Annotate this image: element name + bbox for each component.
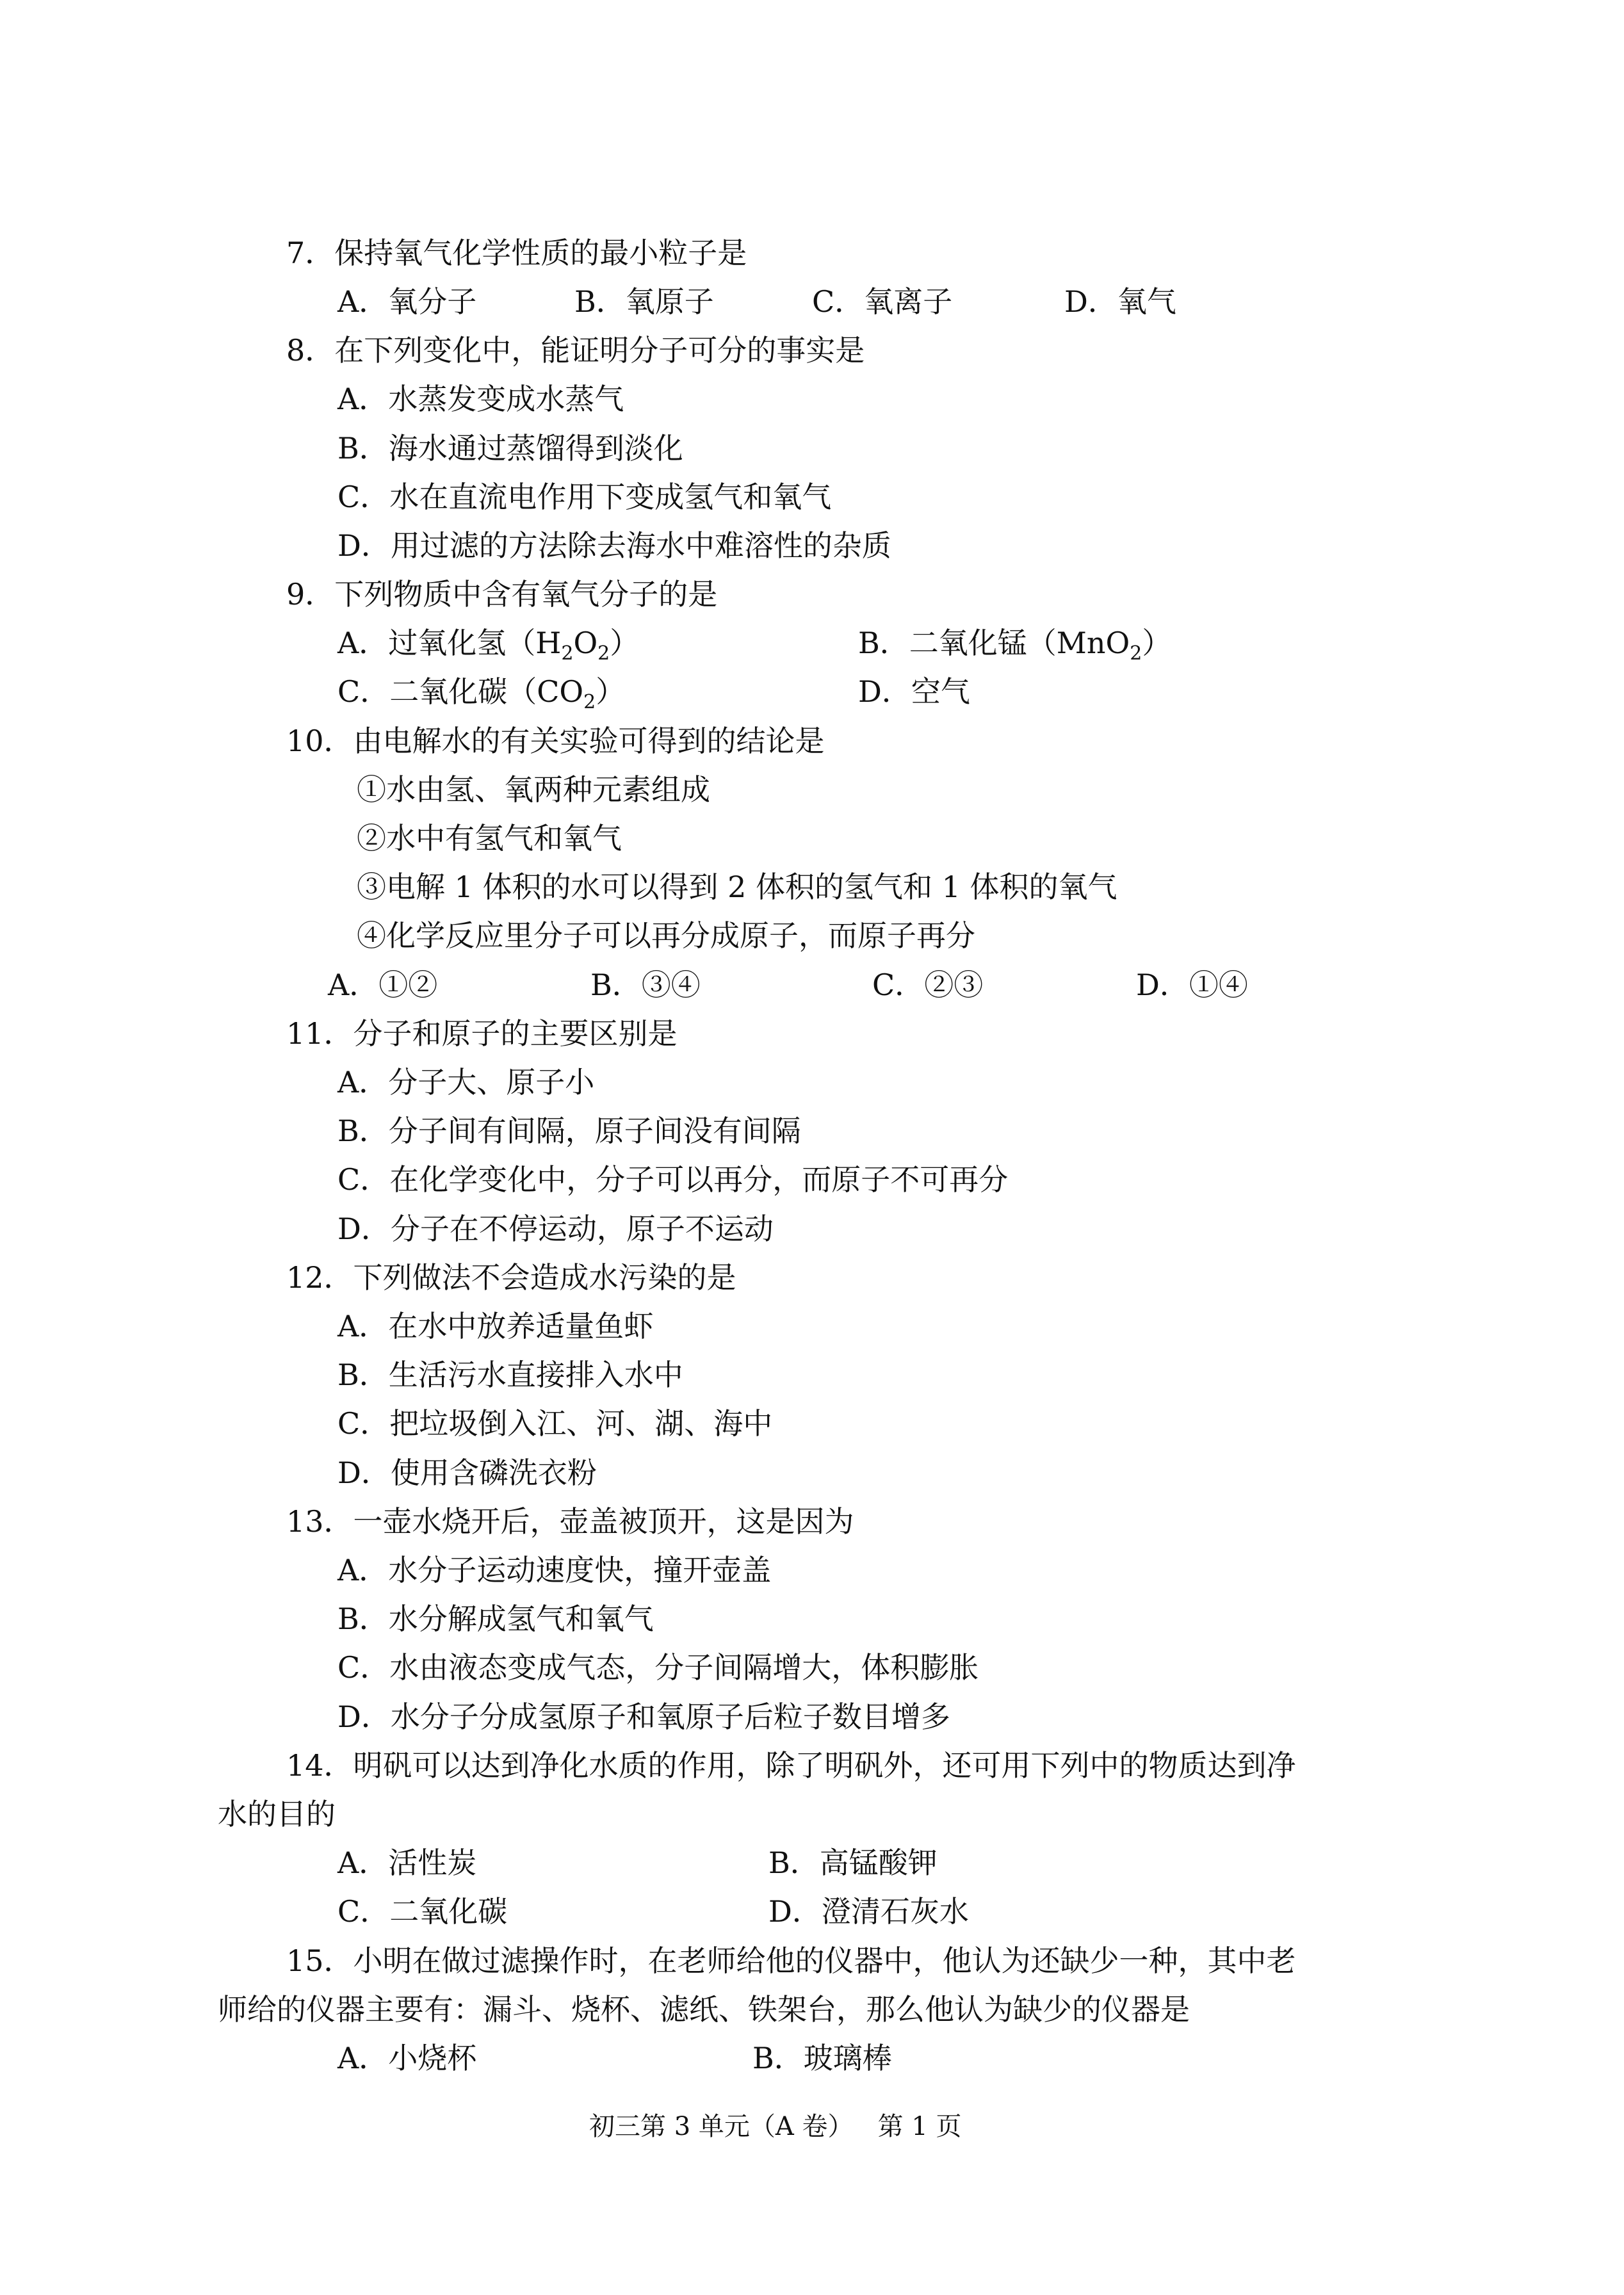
question-10-statement-2: ②水中有氢气和氧气 bbox=[357, 821, 622, 856]
question-13-option-a: A．水分子运动速度快，撞开壶盖 bbox=[337, 1553, 772, 1587]
question-7-option-b: B．氧原子 bbox=[574, 284, 714, 319]
question-10-option-a: A．①② bbox=[328, 968, 438, 1002]
question-11-option-d: D．分子在不停运动，原子不运动 bbox=[337, 1212, 774, 1246]
question-8-option-b: B．海水通过蒸馏得到淡化 bbox=[337, 431, 683, 466]
question-10-option-c: C．②③ bbox=[872, 968, 984, 1002]
question-14-stem-line-2: 水的目的 bbox=[218, 1797, 336, 1831]
question-15-stem-line-1: 15．小明在做过滤操作时，在老师给他的仪器中，他认为还缺少一种，其中老 bbox=[286, 1943, 1296, 1978]
question-12-stem: 12．下列做法不会造成水污染的是 bbox=[286, 1260, 736, 1295]
question-12-option-b: B．生活污水直接排入水中 bbox=[337, 1358, 683, 1392]
question-10-option-d: D．①④ bbox=[1136, 968, 1248, 1002]
question-14-option-d: D．澄清石灰水 bbox=[768, 1894, 969, 1929]
question-15-option-b: B．玻璃棒 bbox=[752, 2041, 892, 2075]
question-12-option-c: C．把垃圾倒入江、河、湖、海中 bbox=[337, 1406, 773, 1441]
question-7-option-d: D．氧气 bbox=[1064, 284, 1176, 319]
question-12-option-a: A．在水中放养适量鱼虾 bbox=[337, 1309, 654, 1343]
question-7-option-a: A．氧分子 bbox=[337, 284, 477, 319]
question-10-stem: 10．由电解水的有关实验可得到的结论是 bbox=[286, 724, 825, 758]
question-9-option-b: B．二氧化锰（MnO$_2$） bbox=[858, 626, 1172, 665]
question-14-option-a: A．活性炭 bbox=[337, 1845, 477, 1880]
question-9-option-a: A．过氧化氢$(H_2O_2)$ bbox=[337, 626, 640, 665]
question-10-statement-4: ④化学反应里分子可以再分成原子，而原子再分 bbox=[357, 918, 975, 953]
question-13-option-d: D．水分子分成氢原子和氧原子后粒子数目增多 bbox=[337, 1699, 950, 1734]
question-13-stem: 13．一壶水烧开后，壶盖被顶开，这是因为 bbox=[286, 1504, 854, 1539]
question-13-option-c: C．水由液态变成气态，分子间隔增大，体积膨胀 bbox=[337, 1650, 979, 1685]
question-13-option-b: B．水分解成氢气和氧气 bbox=[337, 1602, 654, 1636]
question-8-option-c: C．水在直流电作用下变成氢气和氧气 bbox=[337, 480, 832, 514]
question-7-stem: 7．保持氧气化学性质的最小粒子是 bbox=[286, 236, 747, 270]
question-7-option-c: C．氧离子 bbox=[812, 284, 953, 319]
question-8-option-d: D．用过滤的方法除去海水中难溶性的杂质 bbox=[337, 528, 891, 563]
question-9-option-d: D．空气 bbox=[858, 674, 970, 709]
question-9-stem: 9．下列物质中含有氧气分子的是 bbox=[286, 577, 718, 612]
question-11-option-b: B．分子间有间隔，原子间没有间隔 bbox=[337, 1114, 801, 1148]
question-8-stem: 8．在下列变化中，能证明分子可分的事实是 bbox=[286, 333, 865, 368]
question-10-statement-3: ③电解 1 体积的水可以得到 2 体积的氢气和 1 体积的氧气 bbox=[357, 870, 1117, 904]
question-15-option-a: A．小烧杯 bbox=[337, 2041, 477, 2075]
question-10-statement-1: ①水由氢、氧两种元素组成 bbox=[357, 772, 710, 807]
question-14-option-c: C．二氧化碳 bbox=[337, 1894, 508, 1929]
question-14-option-b: B．高锰酸钾 bbox=[768, 1845, 938, 1880]
question-10-option-b: B．③④ bbox=[590, 968, 701, 1002]
question-11-option-a: A．分子大、原子小 bbox=[337, 1065, 595, 1099]
question-15-stem-line-2: 师给的仪器主要有：漏斗、烧杯、滤纸、铁架台，那么他认为缺少的仪器是 bbox=[218, 1992, 1190, 2027]
question-11-option-c: C．在化学变化中，分子可以再分，而原子不可再分 bbox=[337, 1162, 1009, 1197]
question-14-stem-line-1: 14．明矾可以达到净化水质的作用，除了明矾外，还可用下列中的物质达到净 bbox=[286, 1748, 1296, 1783]
question-12-option-d: D．使用含磷洗衣粉 bbox=[337, 1456, 597, 1490]
question-11-stem: 11．分子和原子的主要区别是 bbox=[286, 1016, 678, 1051]
question-9-option-c: C．二氧化碳$(CO_2)$ bbox=[337, 674, 626, 713]
question-8-option-a: A．水蒸发变成水蒸气 bbox=[337, 382, 624, 416]
page-footer: 初三第 3 单元（A 卷） 第 1 页 bbox=[589, 2112, 962, 2141]
